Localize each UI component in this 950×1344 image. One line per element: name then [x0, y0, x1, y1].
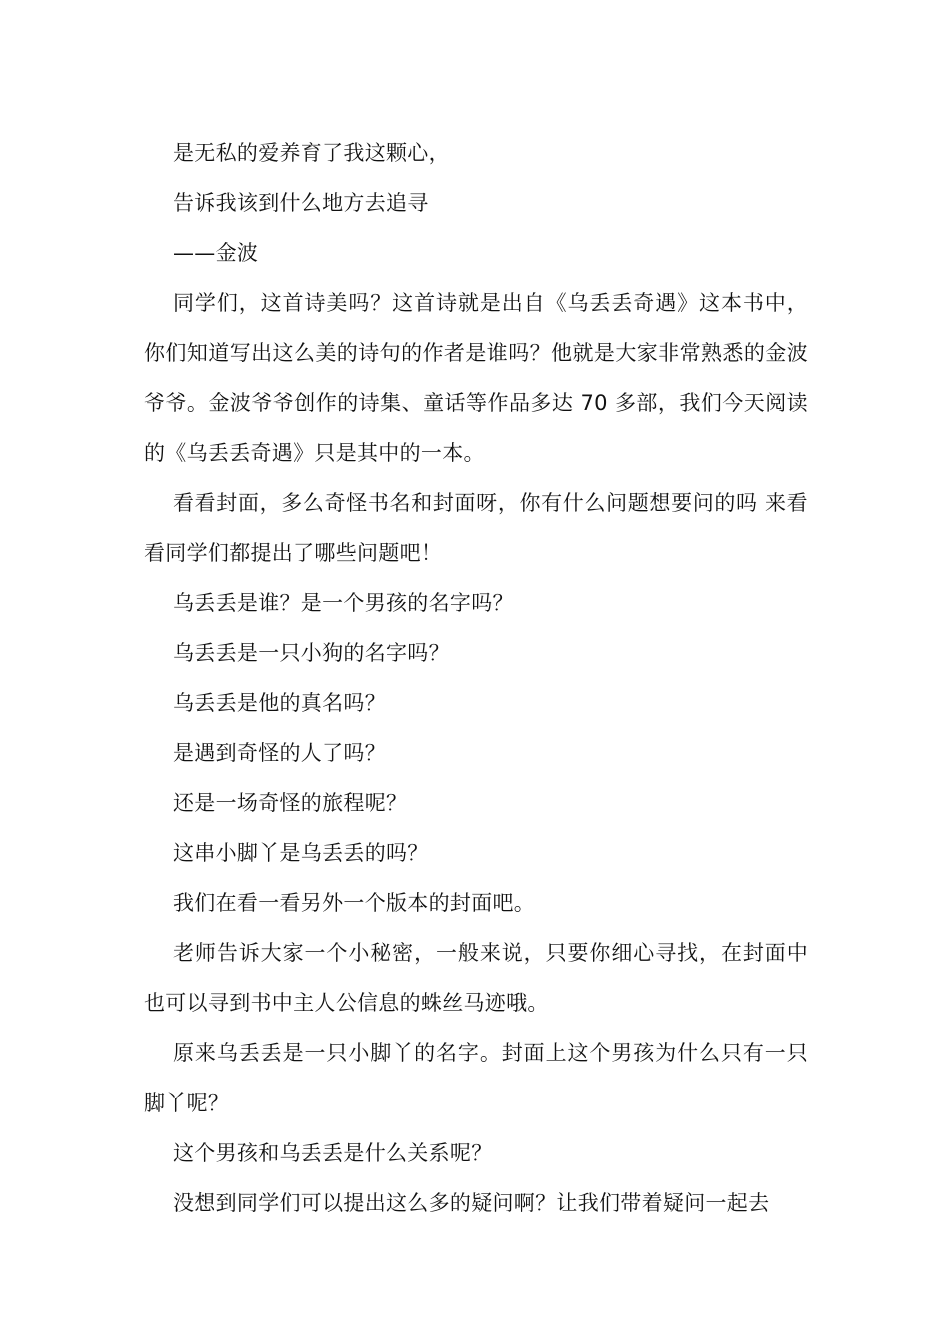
paragraph-question-4: 是遇到奇怪的人了吗？	[173, 741, 386, 765]
paragraph-poem-line-2: 告诉我该到什么地方去追寻	[173, 191, 429, 215]
paragraph-name-reveal: 原来乌丢丢是一只小脚丫的名字。封面上这个男孩为什么只有一只脚丫呢？	[144, 1041, 808, 1115]
paragraph-question-1: 乌丢丢是谁？是一个男孩的名字吗？	[173, 591, 514, 615]
paragraph-question-6: 这串小脚丫是乌丢丢的吗？	[173, 841, 429, 865]
paragraph-another-cover: 我们在看一看另外一个版本的封面吧。	[173, 891, 536, 915]
paragraph-secret: 老师告诉大家一个小秘密，一般来说，只要你细心寻找，在封面中也可以寻到书中主人公信息的蛛丝马迹哦。	[144, 941, 808, 1015]
paragraph-question-2: 乌丢丢是一只小狗的名字吗？	[173, 641, 450, 665]
paragraph-author-intro: 同学们，这首诗美吗？这首诗就是出自《乌丢丢奇遇》这本书中，你们知道写出这么美的诗句的作者是谁吗？他就是大家非常熟悉的金波爷爷。金波爷爷创作的诗集、童话等作品多达 70 多部，我们今天阅读的《乌丢丢奇遇》只是其中的一本。	[144, 291, 808, 465]
paragraph-poem-line-1: 是无私的爱养育了我这颗心，	[173, 141, 450, 165]
paragraph-cover-question: 看看封面，多么奇怪书名和封面呀，你有什么问题想要问的吗 来看看同学们都提出了哪些问题吧！	[144, 491, 808, 565]
paragraph-question-5: 还是一场奇怪的旅程呢？	[173, 791, 408, 815]
paragraph-poem-author: ——金波	[173, 241, 259, 265]
paragraph-question-3: 乌丢丢是他的真名吗？	[173, 691, 386, 715]
paragraph-relationship: 这个男孩和乌丢丢是什么关系呢？	[173, 1141, 493, 1165]
paragraph-closing: 没想到同学们可以提出这么多的疑问啊？让我们带着疑问一起去	[173, 1191, 770, 1215]
document-body	[144, 128, 808, 1228]
